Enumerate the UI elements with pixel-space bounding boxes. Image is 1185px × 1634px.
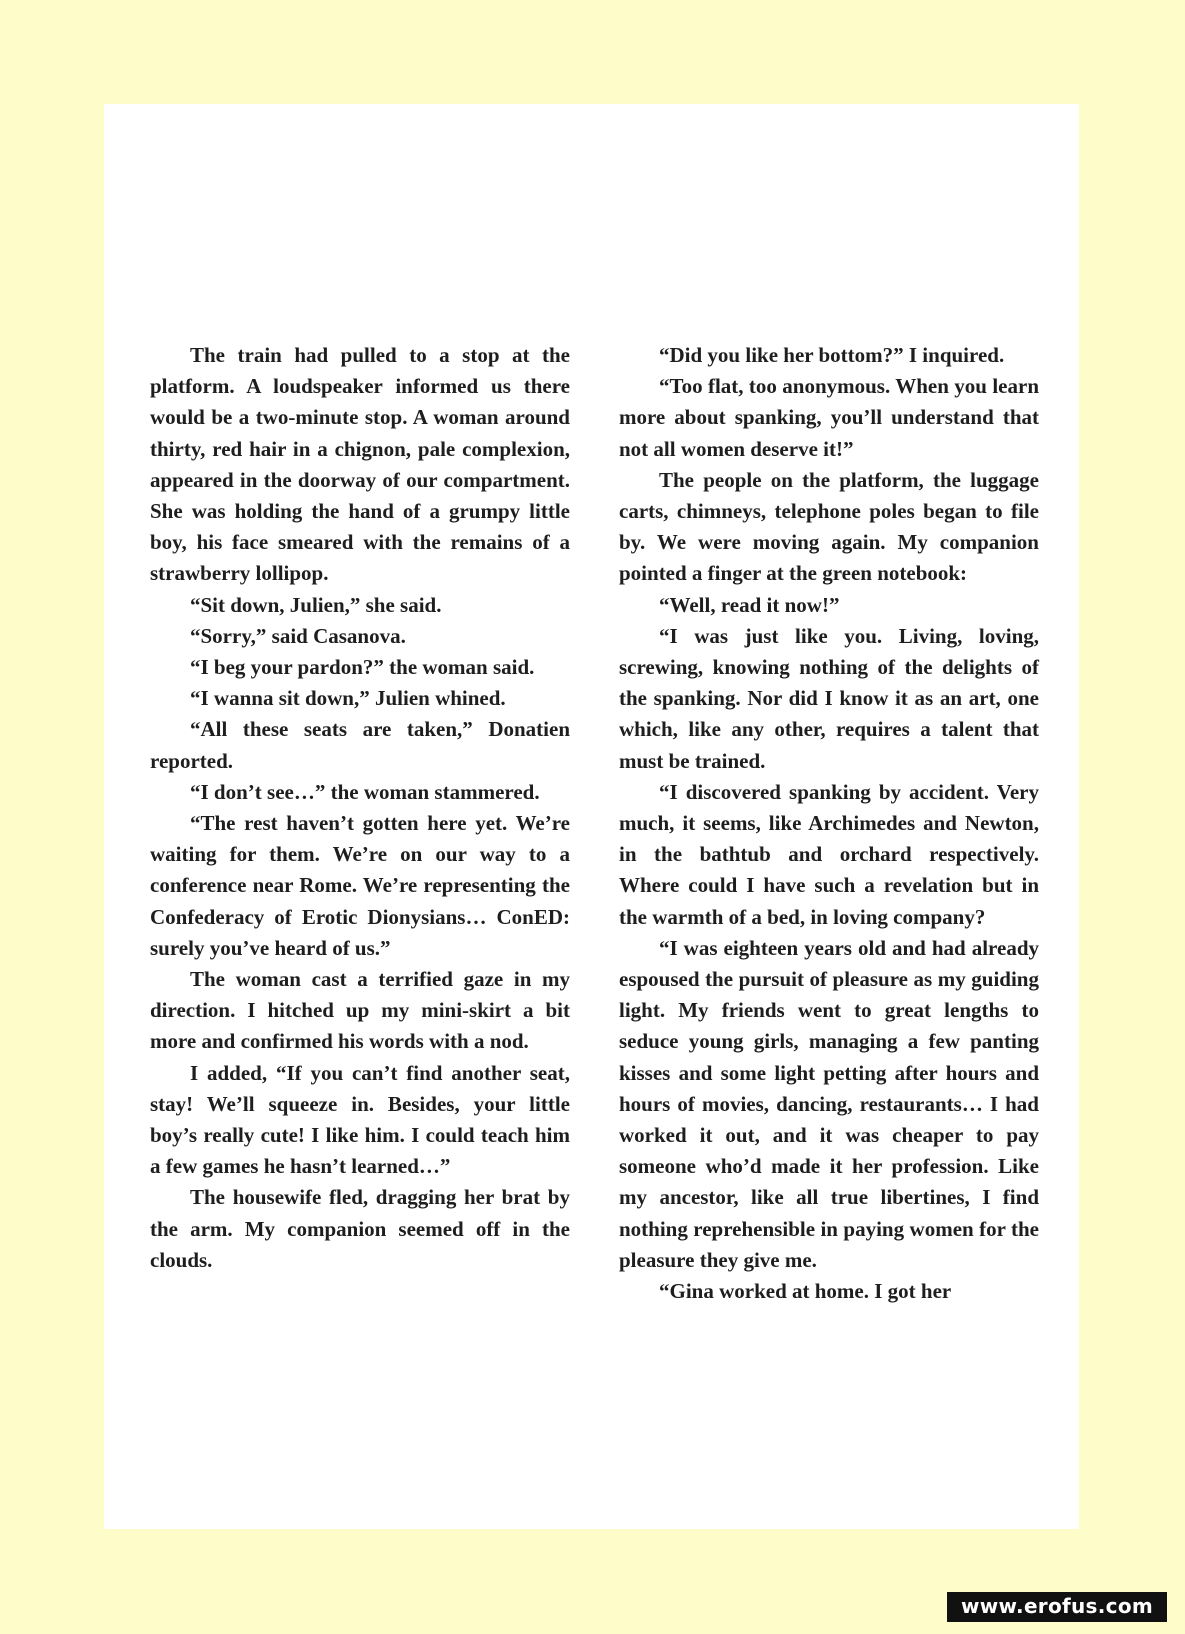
left-text-column [150, 340, 570, 1276]
paragraph: “I don’t see…” the woman stammered. [190, 779, 540, 804]
paragraph: The woman cast a terrified gaze in my direction. I hitched up my mini-skirt a bit more and confirmed his words with a nod. [150, 967, 570, 1054]
paragraph: “I wanna sit down,” Julien whined. [190, 686, 506, 711]
paragraph: The housewife fled, dragging her brat by the arm. My companion seemed off in the clouds. [150, 1185, 570, 1272]
site-watermark: www.erofus.com [947, 1592, 1167, 1622]
paragraph: “Too flat, too anonymous. When you learn more about spanking, you’ll understand that not all women deserve it!” [619, 374, 1039, 461]
paragraph: The people on the platform, the luggage carts, chimneys, telephone poles began to file by. We were moving again. My companion pointed a finger at the green notebook: [619, 467, 1039, 586]
paragraph: “All these seats are taken,” Donatien reported. [150, 717, 570, 773]
paragraph: “Well, read it now!” [659, 592, 840, 617]
right-text-column [619, 340, 1039, 1307]
paragraph: I added, “If you can’t find another seat, stay! We’ll squeeze in. Besides, your little boy’s really cute! I like him. I could teach him a few games he hasn’t learned…” [150, 1060, 570, 1179]
paragraph: “Gina worked at home. I got her [659, 1279, 952, 1304]
paragraph: The train had pulled to a stop at the platform. A loudspeaker informed us there would be a two-minute stop. A woman around thirty, red hair in a chignon, pale complexion, appeared in the doorway of our compartment. She was holding the hand of a grumpy little boy, his face smeared with the remains of a strawberry lollipop. [150, 343, 570, 586]
paragraph: “I beg your pardon?” the woman said. [190, 655, 535, 680]
paragraph: “Did you like her bottom?” I inquired. [659, 343, 1005, 367]
paragraph: “I was eighteen years old and had already espoused the pursuit of pleasure as my guiding light. My friends went to great lengths to seduce young girls, managing a few panting kisses and some light petting after hours and hours of movies, dancing, restaurants… I had worked it out, and it was cheaper to pay someone who’d made it her profession. Like my ancestor, like all true libertines, I find nothing reprehensible in paying women for the pleasure they give me. [619, 935, 1039, 1272]
paragraph: “I was just like you. Living, loving, screwing, knowing nothing of the delights of the spanking. Nor did I know it as an art, one which, like any other, requires a talent that must be trained. [619, 623, 1039, 773]
paragraph: “Sorry,” said Casanova. [190, 623, 406, 648]
paragraph: “I discovered spanking by accident. Very much, it seems, like Archimedes and Newton, in the bathtub and orchard respectively. Where could I have such a revelation but in the warmth of a bed, in loving company? [619, 779, 1039, 929]
paragraph: “Sit down, Julien,” she said. [190, 592, 442, 617]
book-page [104, 104, 1079, 1529]
paragraph: “The rest haven’t gotten here yet. We’re waiting for them. We’re on our way to a conference near Rome. We’re representing the Confederacy of Erotic Dionysians… ConED: surely you’ve heard of us.” [150, 811, 570, 960]
